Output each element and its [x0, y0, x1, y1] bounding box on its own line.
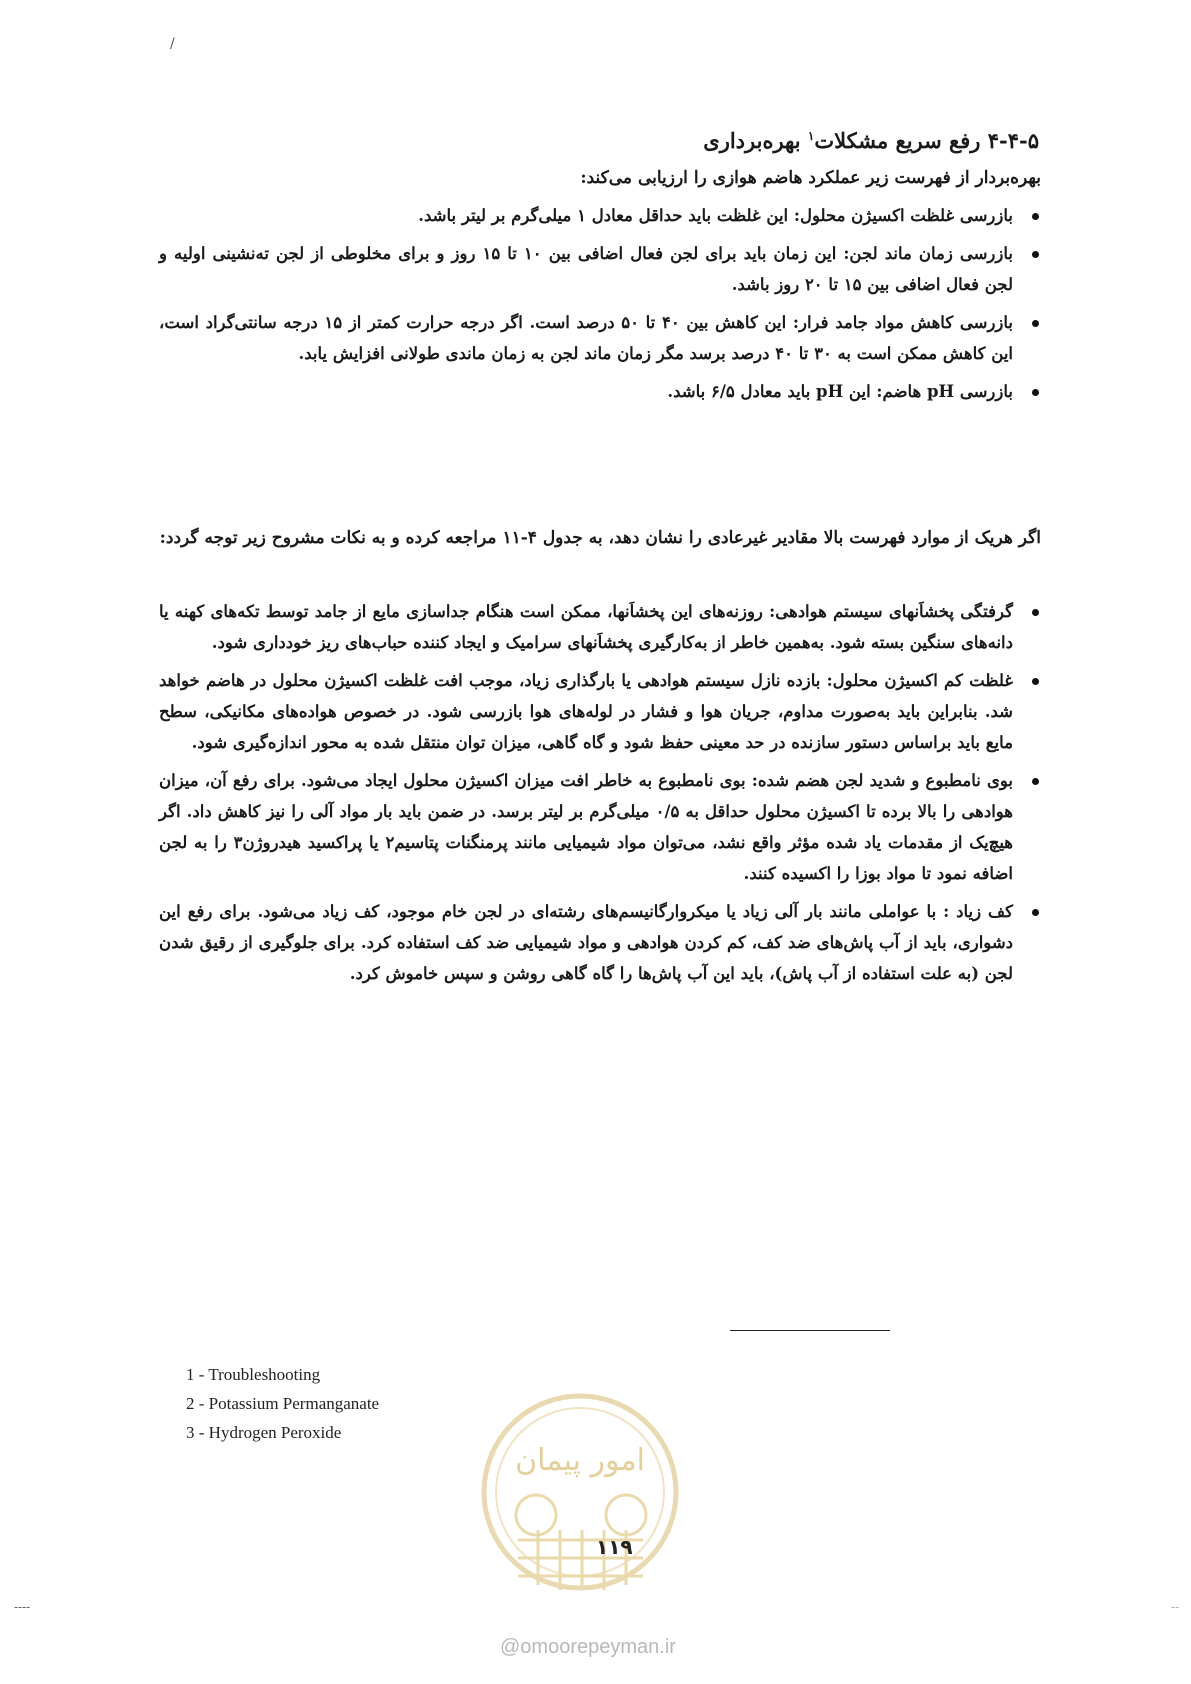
footnotes — [186, 1360, 379, 1447]
bullet-icon — [1032, 909, 1039, 916]
bullet-icon — [1032, 213, 1039, 220]
footnote-ref: ۱ — [807, 129, 815, 143]
bullet-icon — [1032, 678, 1039, 685]
bullet-icon — [1032, 389, 1039, 396]
section-heading — [139, 128, 1039, 153]
list-item-text: بازرسی زمان ماند لجن: این زمان باید برای لجن فعال اضافی بین ۱۰ تا ۱۵ روز و برای مخلوطی از لجن ته‌نشینی اولیه و لجن فعال اضافی بین ۱۵ تا ۲۰ روز باشد. — [159, 244, 1013, 294]
checks-list — [159, 200, 1039, 414]
margin-mark-right: -- — [1170, 1600, 1179, 1614]
section-number: ۴-۴-۵ — [987, 128, 1039, 153]
bullet-icon — [1032, 251, 1039, 258]
list-item-text: بوی نامطبوع و شدید لجن هضم شده: بوی نامطبوع به خاطر افت میزان اکسیژن محلول ایجاد می‌شود. برای رفع آن، میزان هوادهی را بالا برده تا اکسیژن محلول حداقل به ۰/۵ میلی‌گرم بر لیتر برسد. در ضمن باید بار مواد آلی را نیز کاهش داد. اگر هیچ‌یک از مقدمات یاد شده مؤثر واقع نشد، می‌توان مواد شیمیایی مانند پرمنگنات پتاسیم۲ یا پراکسید هیدروژن۳ را به لجن اضافه نمود تا مواد بوزا را اکسیده کنند. — [159, 771, 1013, 883]
footnote-3: 3 - Hydrogen Peroxide — [186, 1423, 342, 1442]
section-title: رفع سریع مشکلات — [814, 128, 981, 153]
middle-paragraph: اگر هریک از موارد فهرست بالا مقادیر غیرعادی را نشان دهد، به جدول ۴-۱۱ مراجعه کرده و به نکات مشروح زیر توجه گردد: — [159, 528, 1041, 548]
list-item — [159, 896, 1039, 989]
bullet-icon — [1032, 320, 1039, 327]
list-item-text: کف زیاد : با عواملی مانند بار آلی زیاد یا میکروارگانیسم‌های رشته‌ای در لجن خام موجود، کف زیاد می‌شود. برای رفع این دشواری، باید از آب پاش‌های ضد کف، کم کردن هوادهی و مواد شیمیایی ضد کف استفاده کرد. برای جلوگیری از رقیق شدن لجن (به علت استفاده از آب پاش)، باید این آب پاش‌ها را گاه گاهی روشن و سپس خاموش کرد. — [159, 902, 1013, 983]
footnote-divider — [730, 1330, 890, 1331]
watermark: @omoorepeyman.ir — [500, 1636, 676, 1658]
page-number: ۱۱۹ — [596, 1535, 633, 1559]
list-item — [159, 238, 1039, 300]
list-item-text: گرفتگی پخشاَنهای سیستم هوادهی: روزنه‌های این پخشاَنها، ممکن است هنگام جداسازی مایع از جامد توسط تکه‌های کهنه یا دانه‌های سنگین بسته شود. به‌همین خاطر از به‌کارگیری پخشاَنهای سرامیک و ایجاد کننده حباب‌های ریز خودداری شود. — [159, 602, 1013, 652]
section-title-end: بهره‌برداری — [703, 128, 801, 153]
list-item — [159, 376, 1039, 407]
list-item-text: غلظت کم اکسیژن محلول: بازده نازل سیستم هوادهی یا بارگذاری زیاد، موجب افت غلظت اکسیژن محلول در هاضم خواهد شد. بنابراین باید به‌صورت مداوم، جریان هوا و فشار در لوله‌های هوا بازرسی شود. در خصوص هواده‌های مکانیکی، سطح مایع باید براساس دستور سازنده در حد معینی حفظ شود و گاه گاهی، میزان توان منتقل شده به محور اندازه‌گیری شود. — [159, 671, 1013, 752]
seal-text: امور پیمان — [515, 1443, 645, 1478]
footnote-2: 2 - Potassium Permanganate — [186, 1394, 380, 1413]
list-item-text: بازرسی pH هاضم: این pH باید معادل ۶/۵ باشد. — [667, 382, 1013, 401]
seal-logo — [478, 1390, 683, 1600]
list-item — [159, 665, 1039, 758]
list-item — [159, 200, 1039, 231]
list-item-text: بازرسی کاهش مواد جامد فرار: این کاهش بین ۴۰ تا ۵۰ درصد است. اگر درجه حرارت کمتر از ۱۵ درجه سانتی‌گراد است، این کاهش ممکن است به ۳۰ تا ۴۰ درصد برسد مگر زمان ماند لجن به زمان ماندی طولانی افزایش یابد. — [159, 313, 1014, 363]
scan-mark: / — [170, 36, 175, 52]
list-item — [159, 765, 1039, 889]
list-item — [159, 596, 1039, 658]
bullet-icon — [1032, 609, 1039, 616]
problems-list — [159, 596, 1039, 996]
intro-paragraph: بهره‌بردار از فهرست زیر عملکرد هاضم هوازی را ارزیابی می‌کند: — [580, 168, 1041, 188]
margin-mark-left: ---- — [14, 1600, 31, 1614]
list-item — [159, 307, 1039, 369]
footnote-1: 1 - Troubleshooting — [186, 1365, 321, 1384]
bullet-icon — [1032, 778, 1039, 785]
list-item-text: بازرسی غلظت اکسیژن محلول: این غلظت باید حداقل معادل ۱ میلی‌گرم بر لیتر باشد. — [418, 206, 1013, 225]
